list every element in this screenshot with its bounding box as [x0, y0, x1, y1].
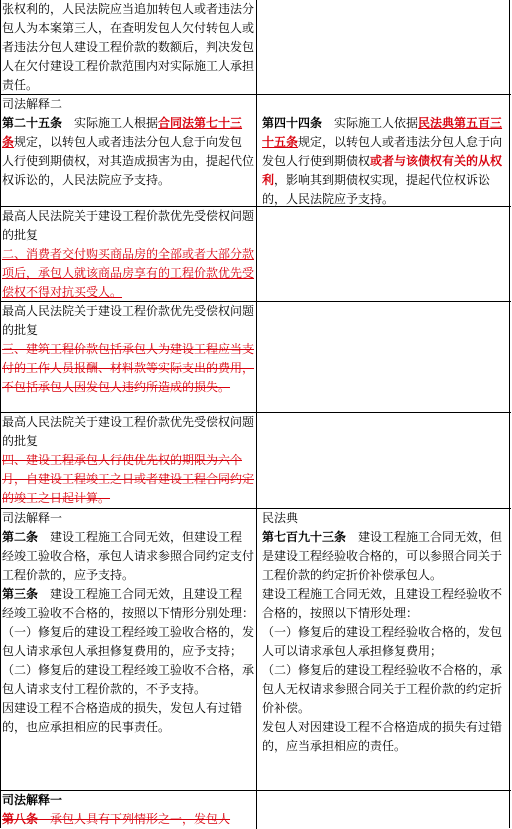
table-row: [0, 412, 511, 509]
law-reference: 民法典第五百三十五条: [262, 116, 503, 149]
row3-title: 最高人民法院关于建设工程价款优先受偿权问题的批复: [2, 304, 255, 337]
article-number: 第四十四条: [262, 116, 323, 130]
row1-left-heading: 司法解释二: [2, 97, 63, 111]
column-divider: [256, 0, 257, 94]
row2-left-cell: [2, 207, 254, 302]
column-divider: [256, 95, 257, 207]
table-row: [0, 508, 511, 791]
row0-left-text: 张权利的，人民法院应当追加转包人或者违法分包人为本案第三人，在查明发包人欠付转包人或者违法分包人建设工程价款的数额后，判决发包人在欠付建设工程价款范围内对实际施工人承担责任。: [2, 2, 255, 92]
column-divider: [256, 791, 257, 829]
row2-deleted-text: 二、消费者交付购买商品房的全部或者大部分款项后，承包人就该商品房享有的工程价款优先受偿权不得对抗买受人。: [2, 247, 255, 299]
row0-left-cell: [2, 0, 254, 95]
article-number: 第七百九十三条: [262, 530, 347, 544]
table-row: [0, 301, 511, 413]
row5-right-heading: 民法典: [262, 511, 299, 525]
column-divider: [256, 302, 257, 413]
row4-deleted-text: 四、建设工程承包人行使优先权的期限为六个月，自建设工程竣工之日或者建设工程合同约定的竣工之日起计算。: [2, 453, 255, 505]
row1-right-cell: [262, 114, 507, 209]
added-text: 或者与该债权有关的从权利: [262, 154, 503, 187]
column-divider: [256, 509, 257, 791]
column-divider: [256, 207, 257, 302]
row6-left-cell: [2, 791, 254, 829]
row6-deleted-text: 承包人具有下列情形之一，发包人: [38, 812, 231, 826]
row2-title: 最高人民法院关于建设工程价款优先受偿权问题的批复: [2, 209, 255, 242]
row6-left-heading: 司法解释一: [2, 793, 63, 807]
table-row: [0, 0, 511, 94]
article-number: 第二条: [2, 530, 39, 544]
row1-left-article: 第二十五条 实际施工人根据合同法第七十三条规定，以转包人或者违法分包人怠于向发包人行使到期债权，对其造成损害为由，提起代位权诉讼的，人民法院应予支持。: [2, 116, 255, 187]
table-row: [0, 94, 511, 207]
row1-right-article: 第四十四条 实际施工人依据民法典第五百三十五条规定，以转包人或者违法分包人怠于向发包人行使到期债权或者与该债权有关的从权利，影响其到期债权实现，提起代位权诉讼的，人民法院应予支持。: [262, 116, 503, 206]
row3-deleted-text: 三、建筑工程价款包括承包人为建设工程应当支付的工作人员报酬、材料款等实际支出的费用，不包括承包人因发包人违约所造成的损失。: [2, 342, 255, 394]
article-number: 第八条: [2, 812, 39, 826]
table-row: [0, 790, 511, 829]
article-number: 第二十五条: [2, 116, 63, 130]
row5-left-cell: 司法解释一 第二条 建设工程施工合同无效，但建设工程经竣工验收合格，承包人请求参照合同约定支付工程价款的，应予支持。 第三条 建设工程施工合同无效，且建设工程经竣工验收不合格的，按照以下情形分别处理： （一）修复后的建设工程经竣工验收合格的，发包人请求承包人承担修复费用的，应予支持； （二）修复后的建设工程经竣工验收不合格，承包人请求支付工程价款的，不予支持。 因建设工程不合格造成的损失，发包人有过错的，也应承担相应的民事责任。: [2, 511, 255, 734]
column-divider: [256, 413, 257, 509]
row4-title: 最高人民法院关于建设工程价款优先受偿权问题的批复: [2, 415, 255, 448]
row3-left-cell: [2, 302, 254, 397]
table-row: [0, 206, 511, 302]
row1-left-cell: [2, 95, 254, 190]
article-number: 第三条: [2, 587, 39, 601]
row4-left-cell: [2, 413, 254, 508]
law-reference: 合同法第七十三条: [2, 116, 243, 149]
row5-left-heading: 司法解释一: [2, 511, 63, 525]
row5-right-cell: 民法典 第七百九十三条 建设工程施工合同无效，但是建设工程经验收合格的，可以参照合同关于工程价款的约定折价补偿承包人。 建设工程施工合同无效，且建设工程经验收不合格的，按照以下情形处理： （一）修复后的建设工程经验收合格的，发包人可以请求承包人承担修复费用； （二）修复后的建设工程经验收不合格的，承包人无权请求参照合同关于工程价款的约定折价补偿。 发包人对因建设工程不合格造成的损失有过错的，应当承担相应的责任。: [262, 509, 507, 756]
